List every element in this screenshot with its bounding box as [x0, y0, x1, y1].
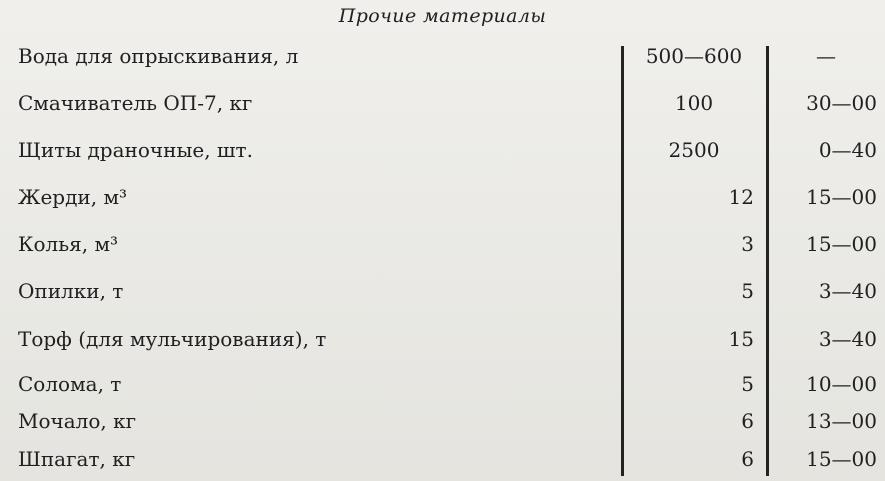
- table-row: [0, 178, 885, 216]
- table-row: [0, 272, 885, 310]
- material-price: 10—00: [806, 372, 877, 396]
- table-row: [0, 365, 885, 403]
- material-quantity: 6: [741, 447, 754, 471]
- material-name: Жерди, м³: [18, 185, 128, 209]
- material-price: 15—00: [806, 447, 877, 471]
- material-quantity: 500—600: [645, 44, 743, 68]
- material-name: Солома, т: [18, 372, 122, 396]
- material-name: Шпагат, кг: [18, 447, 136, 471]
- material-price: 0—40: [818, 138, 877, 162]
- material-price: 15—00: [806, 185, 877, 209]
- material-price: —: [816, 44, 836, 68]
- section-title: Прочие материалы: [338, 5, 547, 27]
- material-quantity: 5: [741, 279, 754, 303]
- material-name: Мочало, кг: [18, 409, 137, 433]
- table-row: [0, 84, 885, 122]
- material-price: 3—40: [818, 327, 877, 351]
- material-quantity: 2500: [668, 138, 720, 162]
- table-row: [0, 225, 885, 263]
- material-quantity: 15: [728, 327, 754, 351]
- table-row: [0, 37, 885, 75]
- material-price: 13—00: [806, 409, 877, 433]
- material-price: 30—00: [806, 91, 877, 115]
- material-name: Колья, м³: [18, 232, 119, 256]
- material-quantity: 3: [741, 232, 754, 256]
- table-row: [0, 440, 885, 478]
- material-quantity: 5: [741, 372, 754, 396]
- material-name: Вода для опрыскивания, л: [18, 44, 299, 68]
- table-row: [0, 131, 885, 169]
- material-price: 3—40: [818, 279, 877, 303]
- material-quantity: 12: [728, 185, 754, 209]
- table-row: [0, 320, 885, 358]
- material-name: Щиты драночные, шт.: [18, 138, 253, 162]
- material-quantity: 100: [674, 91, 714, 115]
- material-name: Опилки, т: [18, 279, 124, 303]
- material-name: Торф (для мульчирования), т: [18, 327, 327, 351]
- material-quantity: 6: [741, 409, 754, 433]
- table-row: [0, 402, 885, 440]
- material-price: 15—00: [806, 232, 877, 256]
- material-name: Смачиватель ОП-7, кг: [18, 91, 253, 115]
